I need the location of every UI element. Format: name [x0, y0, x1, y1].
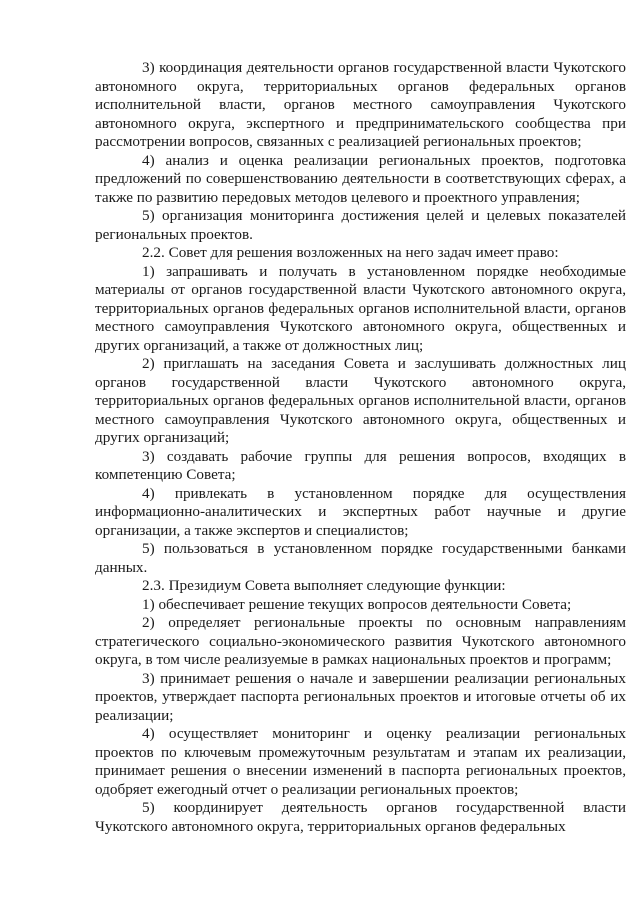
section-2-3-heading: 2.3. Президиум Совета выполняет следующие функции:	[142, 577, 506, 594]
section-2-2-heading: 2.2. Совет для решения возложенных на него задач имеет право:	[142, 244, 559, 261]
function-2-define-projects: 2) определяет региональные проекты по основным направлениям стратегического социально-экономического развития Чукотского автономного округа, в том числе реализуемые в рамках национальных проектов и программ;	[95, 614, 626, 668]
right-5-databanks: 5) пользоваться в установленном порядке государственными банками данных.	[95, 540, 626, 576]
right-4-engage-experts: 4) привлекать в установленном порядке для осуществления информационно-аналитических и экспертных работ научные и другие организации, а также экспертов и специалистов;	[95, 484, 626, 539]
function-5-coordination: 5) координирует деятельность органов государственной власти Чукотского автономного округа, территориальных органов федеральных	[95, 799, 626, 835]
function-3-start-finish: 3) принимает решения о начале и завершении реализации региональных проектов, утверждает паспорта региональных проектов и итоговые отчеты об их реализации;	[95, 669, 626, 724]
function-1-current-issues: 1) обеспечивает решение текущих вопросов деятельности Совета;	[142, 595, 572, 613]
right-3-working-groups: 3) создавать рабочие группы для решения вопросов, входящих в компетенцию Совета;	[95, 447, 626, 483]
function-4-monitoring: 4) осуществляет мониторинг и оценку реализации региональных проектов по ключевым промежуточным результатам и этапам их реализации, принимает решения о внесении изменений в паспорта региональных проектов, одобряет ежегодный отчет о реализации региональных проектов;	[95, 725, 626, 798]
paragraph-3-coordination: 3) координация деятельности органов государственной власти Чукотского автономного округа, территориальных органов федеральных органов исполнительной власти, органов местного самоуправления Чукотского автономного округа, экспертного и предпринимательского сообщества при рассмотрении вопросов, связанных с реализацией региональных проектов;	[95, 59, 626, 150]
paragraph-4-analysis: 4) анализ и оценка реализации региональных проектов, подготовка предложений по совершенствованию деятельности в соответствующих сферах, а также по развитию передовых методов целевого и проектного управления;	[95, 151, 626, 206]
right-1-request-materials: 1) запрашивать и получать в установленном порядке необходимые материалы от органов государственной власти Чукотского автономного округа, территориальных органов федеральных органов исполнительной власти, органов местного самоуправления Чукотского автономного округа, общественных и других организаций, а также от должностных лиц;	[95, 262, 626, 354]
paragraph-5-monitoring: 5) организация мониторинга достижения целей и целевых показателей региональных проектов.	[95, 207, 626, 243]
right-2-invite-officials: 2) приглашать на заседания Совета и заслушивать должностных лиц органов государственной власти Чукотского автономного округа, территориальных органов федеральных органов исполнительной власти, органов местного самоуправления Чукотского автономного округа, общественных и других организаций;	[95, 355, 626, 446]
